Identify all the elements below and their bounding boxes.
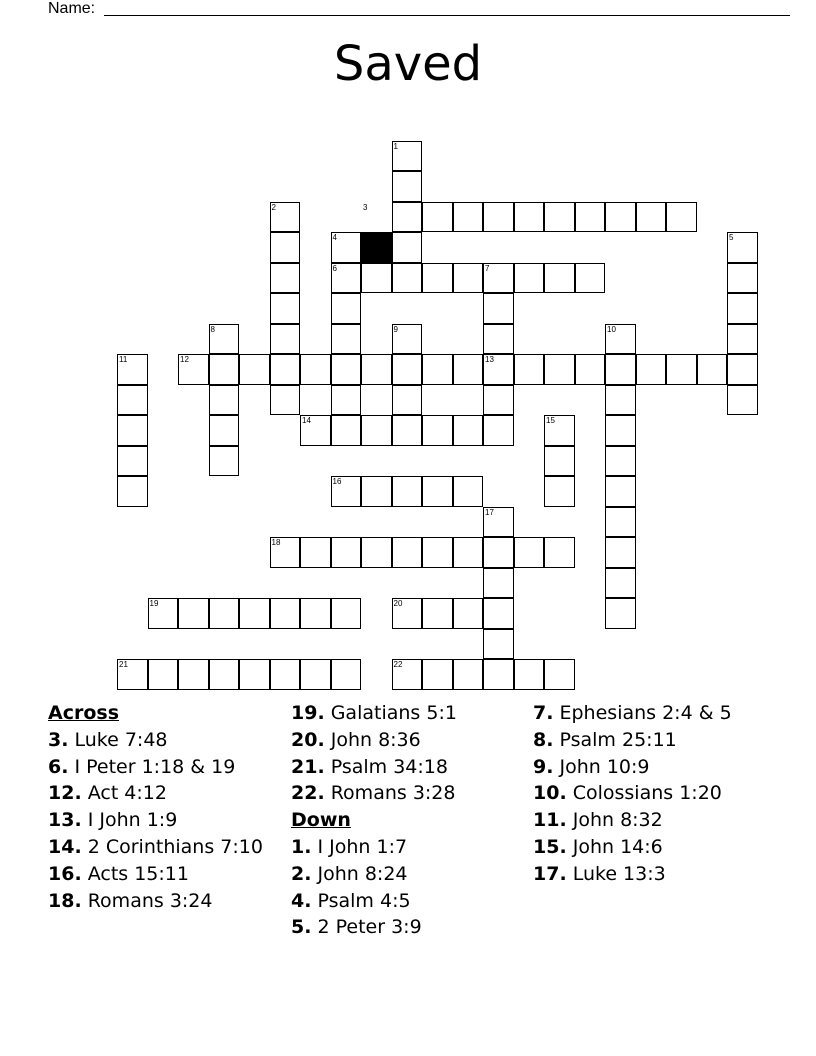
grid-cell[interactable] [239, 659, 270, 690]
clue-item [533, 807, 769, 834]
grid-cell[interactable] [270, 598, 301, 629]
clue-item-reference: John 10:9 [553, 755, 650, 778]
puzzle-title: Saved [333, 36, 483, 92]
clue-item-number: 21. [291, 755, 325, 778]
grid-cell[interactable] [483, 293, 514, 324]
grid-cell[interactable] [605, 568, 636, 599]
grid-cell[interactable] [331, 385, 362, 416]
grid-cell[interactable] [544, 659, 575, 690]
clue-item-number: 16. [48, 862, 82, 885]
clue-number: 14 [302, 416, 311, 425]
grid-cell[interactable] [453, 537, 484, 568]
clue-number: 15 [546, 416, 555, 425]
clue-number: 5 [729, 233, 734, 242]
grid-cell[interactable] [605, 415, 636, 446]
grid-cell[interactable] [178, 598, 209, 629]
clue-item [533, 834, 769, 861]
grid-cell[interactable] [270, 293, 301, 324]
clue-item-reference: Act 4:12 [81, 782, 167, 805]
grid-cell[interactable] [483, 568, 514, 599]
grid-cell[interactable] [514, 263, 545, 294]
clue-item-reference: Acts 15:11 [81, 862, 189, 885]
grid-cell[interactable] [392, 476, 423, 507]
grid-cell[interactable] [544, 263, 575, 294]
clues-column-2 [291, 700, 527, 941]
clue-item-number: 17. [533, 862, 567, 885]
grid-cell[interactable] [544, 202, 575, 233]
clue-item-reference: John 14:6 [566, 835, 663, 858]
clues-column-3 [533, 700, 769, 888]
clues-column-1 [48, 700, 284, 914]
clue-item [48, 888, 284, 915]
clue-item [291, 861, 527, 888]
clue-item [291, 888, 527, 915]
name-label: Name: [48, 0, 96, 17]
grid-cell[interactable] [605, 476, 636, 507]
clue-item-number: 18. [48, 889, 82, 912]
across-clue-list [48, 727, 284, 915]
clue-item-reference: John 8:36 [324, 728, 421, 751]
grid-cell[interactable] [422, 659, 453, 690]
clue-number: 6 [332, 263, 337, 273]
grid-cell[interactable] [209, 385, 240, 416]
clue-number: 3 [363, 202, 368, 212]
clue-item-number: 6. [48, 755, 69, 778]
clue-item-number: 12. [48, 782, 82, 805]
grid-cell[interactable] [300, 537, 331, 568]
grid-cell[interactable] [392, 385, 423, 416]
grid-cell[interactable] [483, 537, 514, 568]
grid-cell[interactable] [544, 537, 575, 568]
grid-cell[interactable] [605, 598, 636, 629]
grid-cell[interactable] [209, 446, 240, 477]
grid-cell[interactable] [727, 293, 758, 324]
grid-cell[interactable] [300, 659, 331, 690]
grid-cell[interactable] [483, 415, 514, 446]
grid-cell[interactable] [270, 385, 301, 416]
clue-item-reference: I John 1:7 [311, 835, 408, 858]
clue-item-reference: John 8:24 [311, 862, 408, 885]
grid-cell[interactable] [727, 324, 758, 355]
clue-item-number: 15. [533, 835, 567, 858]
clue-item-reference: Ephesians 2:4 & 5 [553, 702, 732, 724]
grid-cell[interactable] [209, 659, 240, 690]
grid-cell[interactable] [666, 354, 697, 385]
clue-number: 18 [271, 538, 281, 547]
clue-item [291, 754, 527, 781]
grid-cell[interactable] [178, 659, 209, 690]
grid-cell[interactable] [514, 659, 545, 690]
grid-cell[interactable] [453, 202, 484, 233]
down-heading: Down [291, 809, 351, 832]
clue-number: 13 [485, 355, 494, 364]
grid-cell[interactable] [392, 171, 423, 202]
grid-cell[interactable] [392, 537, 423, 568]
clue-number: 2 [271, 202, 276, 212]
clue-item-number: 14. [48, 835, 82, 858]
grid-cell[interactable] [361, 263, 392, 294]
clue-number: 1 [393, 141, 398, 151]
grid-cell[interactable] [422, 263, 453, 294]
grid-cell[interactable] [117, 476, 148, 507]
grid-cell[interactable] [453, 476, 484, 507]
grid-cell[interactable] [331, 354, 362, 385]
clue-number: 20 [393, 599, 403, 608]
clue-item-number: 10. [533, 782, 567, 805]
clue-number: 9 [393, 324, 398, 334]
grid-cell[interactable] [605, 202, 636, 233]
clue-item-number: 1. [291, 835, 312, 858]
clue-item-number: 22. [291, 782, 325, 805]
grid-cell[interactable] [270, 324, 301, 355]
grid-cell[interactable] [544, 446, 575, 477]
clue-item [291, 780, 527, 807]
clue-number: 16 [332, 477, 342, 486]
clue-item [48, 754, 284, 781]
clue-number: 21 [119, 660, 128, 669]
grid-cell[interactable] [361, 537, 392, 568]
grid-cell[interactable] [209, 354, 240, 385]
clue-number: 22 [393, 660, 403, 669]
clue-number: 12 [180, 355, 189, 364]
grid-cell[interactable] [270, 263, 301, 294]
clue-item-reference: Psalm 4:5 [311, 889, 411, 912]
clue-number: 4 [332, 233, 337, 242]
grid-cell[interactable] [300, 598, 331, 629]
grid-cell[interactable] [636, 202, 667, 233]
grid-cell[interactable] [422, 598, 453, 629]
grid-cell[interactable] [148, 659, 179, 690]
grid-cell[interactable] [117, 415, 148, 446]
clue-item [291, 700, 527, 727]
clue-item [533, 780, 769, 807]
clue-item-number: 20. [291, 728, 325, 751]
grid-cell[interactable] [483, 659, 514, 690]
grid-cell[interactable] [483, 385, 514, 416]
grid-cell[interactable] [209, 598, 240, 629]
grid-cell[interactable] [361, 354, 392, 385]
clue-item-reference: I Peter 1:18 & 19 [68, 755, 236, 778]
grid-cell[interactable] [483, 202, 514, 233]
clue-item-reference: I John 1:9 [81, 809, 178, 832]
grid-cell[interactable] [605, 385, 636, 416]
grid-cell[interactable] [270, 354, 301, 385]
grid-cell[interactable] [331, 415, 362, 446]
clue-item-number: 2. [291, 862, 312, 885]
clue-item [291, 834, 527, 861]
clue-item-number: 9. [533, 755, 554, 778]
clue-item-reference: Romans 3:28 [324, 782, 456, 805]
grid-cell[interactable] [666, 202, 697, 233]
grid-cell[interactable] [727, 354, 758, 385]
grid-cell[interactable] [453, 659, 484, 690]
grid-cell[interactable] [605, 446, 636, 477]
grid-cell[interactable] [422, 537, 453, 568]
down-clue-list-continued [533, 700, 769, 888]
clue-item-number: 19. [291, 702, 325, 724]
grid-cell[interactable] [422, 415, 453, 446]
grid-cell[interactable] [605, 537, 636, 568]
grid-cell[interactable] [727, 263, 758, 294]
clue-item-reference: Galatians 5:1 [324, 702, 457, 724]
across-clue-list-continued [291, 700, 527, 807]
grid-cell[interactable] [483, 598, 514, 629]
clue-number: 8 [210, 324, 215, 334]
clue-item-reference: Luke 13:3 [566, 862, 666, 885]
grid-cell[interactable] [483, 629, 514, 660]
grid-cell[interactable] [117, 446, 148, 477]
grid-cell[interactable] [392, 202, 423, 233]
clue-item-number: 7. [533, 702, 554, 724]
grid-cell[interactable] [483, 324, 514, 355]
clue-item-reference: Psalm 34:18 [324, 755, 448, 778]
grid-cell[interactable] [270, 232, 301, 263]
grid-cell[interactable] [392, 263, 423, 294]
black-square [361, 232, 392, 263]
clue-number: 7 [485, 263, 490, 273]
grid-cell[interactable] [453, 354, 484, 385]
grid-cell[interactable] [636, 354, 667, 385]
grid-cell[interactable] [239, 598, 270, 629]
grid-cell[interactable] [544, 354, 575, 385]
grid-cell[interactable] [575, 354, 606, 385]
grid-cell[interactable] [270, 659, 301, 690]
grid-cell[interactable] [392, 354, 423, 385]
clue-number: 11 [119, 355, 128, 364]
grid-cell[interactable] [331, 293, 362, 324]
clue-item [48, 807, 284, 834]
grid-cell[interactable] [605, 354, 636, 385]
clue-item-number: 5. [291, 916, 312, 939]
clue-number: 19 [149, 599, 159, 608]
grid-cell[interactable] [239, 354, 270, 385]
clue-number: 17 [485, 507, 494, 517]
clue-item-reference: John 8:32 [566, 809, 663, 832]
clue-item-number: 13. [48, 809, 82, 832]
across-heading: Across [48, 702, 120, 724]
clue-item-reference: Psalm 25:11 [553, 728, 677, 751]
clue-item [533, 861, 769, 888]
clue-item [533, 700, 769, 727]
grid-cell[interactable] [422, 476, 453, 507]
clue-item [48, 861, 284, 888]
grid-cell[interactable] [117, 385, 148, 416]
grid-cell[interactable] [514, 537, 545, 568]
clue-item [291, 727, 527, 754]
grid-cell[interactable] [361, 415, 392, 446]
grid-cell[interactable] [575, 263, 606, 294]
grid-cell[interactable] [453, 415, 484, 446]
grid-cell[interactable] [422, 354, 453, 385]
grid-cell[interactable] [331, 324, 362, 355]
clue-item [533, 727, 769, 754]
grid-cell[interactable] [300, 354, 331, 385]
clue-item-number: 8. [533, 728, 554, 751]
clue-number: 10 [607, 324, 616, 334]
grid-cell[interactable] [514, 354, 545, 385]
clue-item-number: 3. [48, 728, 69, 751]
grid-cell[interactable] [575, 202, 606, 233]
clue-item-reference: Romans 3:24 [81, 889, 213, 912]
grid-cell[interactable] [331, 598, 362, 629]
down-clue-list [291, 834, 527, 941]
clue-item [48, 727, 284, 754]
clue-item-reference: 2 Peter 3:9 [311, 916, 422, 939]
grid-cell[interactable] [514, 202, 545, 233]
clue-item [48, 834, 284, 861]
grid-cell[interactable] [392, 415, 423, 446]
grid-cell[interactable] [453, 263, 484, 294]
grid-cell[interactable] [331, 659, 362, 690]
grid-cell[interactable] [697, 354, 728, 385]
grid-cell[interactable] [331, 537, 362, 568]
grid-cell[interactable] [727, 385, 758, 416]
clue-item [533, 754, 769, 781]
clue-item-number: 4. [291, 889, 312, 912]
clue-item [291, 914, 527, 941]
grid-cell[interactable] [392, 232, 423, 263]
grid-cell[interactable] [209, 415, 240, 446]
clue-item-reference: Colossians 1:20 [566, 782, 722, 805]
clue-item [48, 780, 284, 807]
grid-cell[interactable] [361, 476, 392, 507]
clue-item-number: 11. [533, 809, 567, 832]
clue-item-reference: Luke 7:48 [68, 728, 168, 751]
grid-cell[interactable] [422, 202, 453, 233]
clue-item-reference: 2 Corinthians 7:10 [81, 835, 263, 858]
grid-cell[interactable] [605, 507, 636, 538]
grid-cell[interactable] [544, 476, 575, 507]
grid-cell[interactable] [453, 598, 484, 629]
